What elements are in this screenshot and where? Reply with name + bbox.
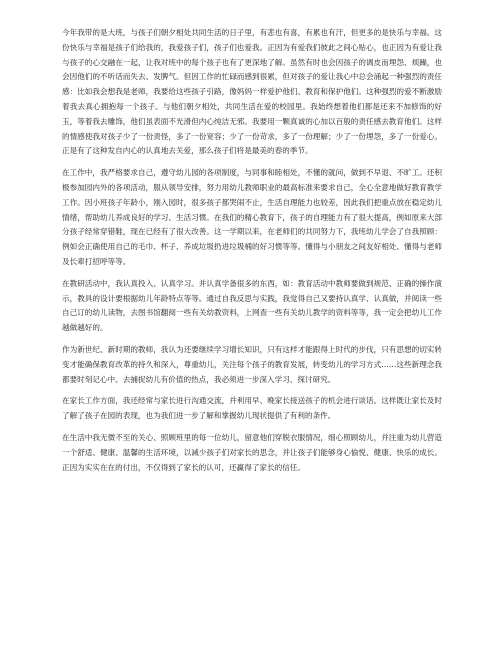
paragraph-daily-care: 在生活中我无微不至的关心、照顾班里的每一位幼儿，留意他们穿脱衣服情况，细心照顾幼儿，并注重为幼儿营造一个舒适、健康、温馨的生活环境，以减少孩子们对家长的思念，并让孩子们能够身心愉悦、健康、快乐的成长。正因为实实在在的付出，不仅得到了家长的认可，还赢得了家长的信任。 <box>62 432 442 472</box>
document-page <box>62 26 442 482</box>
paragraph-continued-learning: 作为新世纪、新时期的教师，我认为还要继续学习增长知识，只有这样才能跟得上时代的步伐，只有思想的切实转变才能确保教育改革的持久和深入，尊重幼儿，关注每个孩子的教育发展，转变幼儿的学习方式……这些新理念我都要时刻记心中。去捕捉幼儿有价值的热点，我必须进一步深入学习、探讨研究。 <box>62 344 442 384</box>
paragraph-parent-communication: 在家长工作方面，我还经常与家长进行沟通交流，并利用早、晚家长接送孩子的机会进行谈话。这样既让家长及时了解了孩子在园的表现，也为我们进一步了解和掌握幼儿现状提供了有利的条件。 <box>62 396 442 421</box>
paragraph-teaching-research: 在教研活动中，我认真投入、认真学习。并认真学备很多的东西，如：教育活动中教师要做到规范、正确的操作演示，教具的设计要根据幼儿年龄特点等等。通过自我反思与实践，我觉得自己又要持认真学、认真做，并阅读一些自己订的幼儿读物，去图书馆翻阅一些有关幼教资料，上网查一些有关幼儿教学的资料等等，我一定会把幼儿工作越做越好的。 <box>62 278 442 333</box>
paragraph-class-life: 今年我带的是大班，与孩子们朝夕相处共同生活的日子里，有悲也有喜，有累也有汗，但更多的是快乐与幸福。这份快乐与幸福是孩子们给我的，我爱孩子们，孩子们也爱我。正因为有爱我们彼此之间心贴心，也正因为有爱让我与孩子的心交融在一起，让我对班中的每个孩子也有了更深地了解。虽然有时也会因孩子的调皮而埋怨、烦躁，也会因他们的不听话而失去、发脾气。但因工作的忙碌而感到很累，但对孩子的爱让我心中总会涌起一种强烈的责任感：比如我会想我是老师，我要给这些孩子引路，像妈妈一样爱护他们、教育和保护他们。这种强烈的爱不断激励着我去真心拥抱每一个孩子。与他们朝夕相处，共同生活在爱的校园里。我始终想着他们都是还来不加修饰的好玉，等着我去雕饰，他们虽表面不光滑但内心纯洁无邪。我要用一颗真诚的心加以百般的责任感去教育他们。这样的情感使我对孩子少了一份责怪，多了一份宽容；少了一份苛求，多了一份理解；少了一份埋怨，多了一份爱心。正是有了这种发自内心的认真地去关爱，那么孩子们将是最美的春的季节。 <box>62 28 442 156</box>
paragraph-work-discipline: 在工作中，我严格要求自己，遵守幼儿园的各项制度，与同事和睦相处，不懂的就问，做到不早退、不旷工。还积极参加园内外的各项活动，服从领导安排，努力用幼儿教师职业的最高标准来要求自己，全心全意地做好教育教学工作。因小班孩子年龄小，刚入园时，很多孩子都哭闹不止，生活自理能力也较差，因此我们把重点放在稳定幼儿情绪，帮助幼儿养成良好的学习、生活习惯。在我们的精心教育下，孩子的自理能力有了很大提高，例如原来大部分孩子经常穿错鞋，现在已经有了很大改善。这一学期以来，在老师们的共同努力下，我班幼儿学会了自我照顾：例如会正确使用自己的毛巾、杯子、养成垃圾扔进垃圾桶的好习惯等等。懂得与小朋友之间友好相处、懂得与老师及长辈打招呼等等。 <box>62 168 442 266</box>
